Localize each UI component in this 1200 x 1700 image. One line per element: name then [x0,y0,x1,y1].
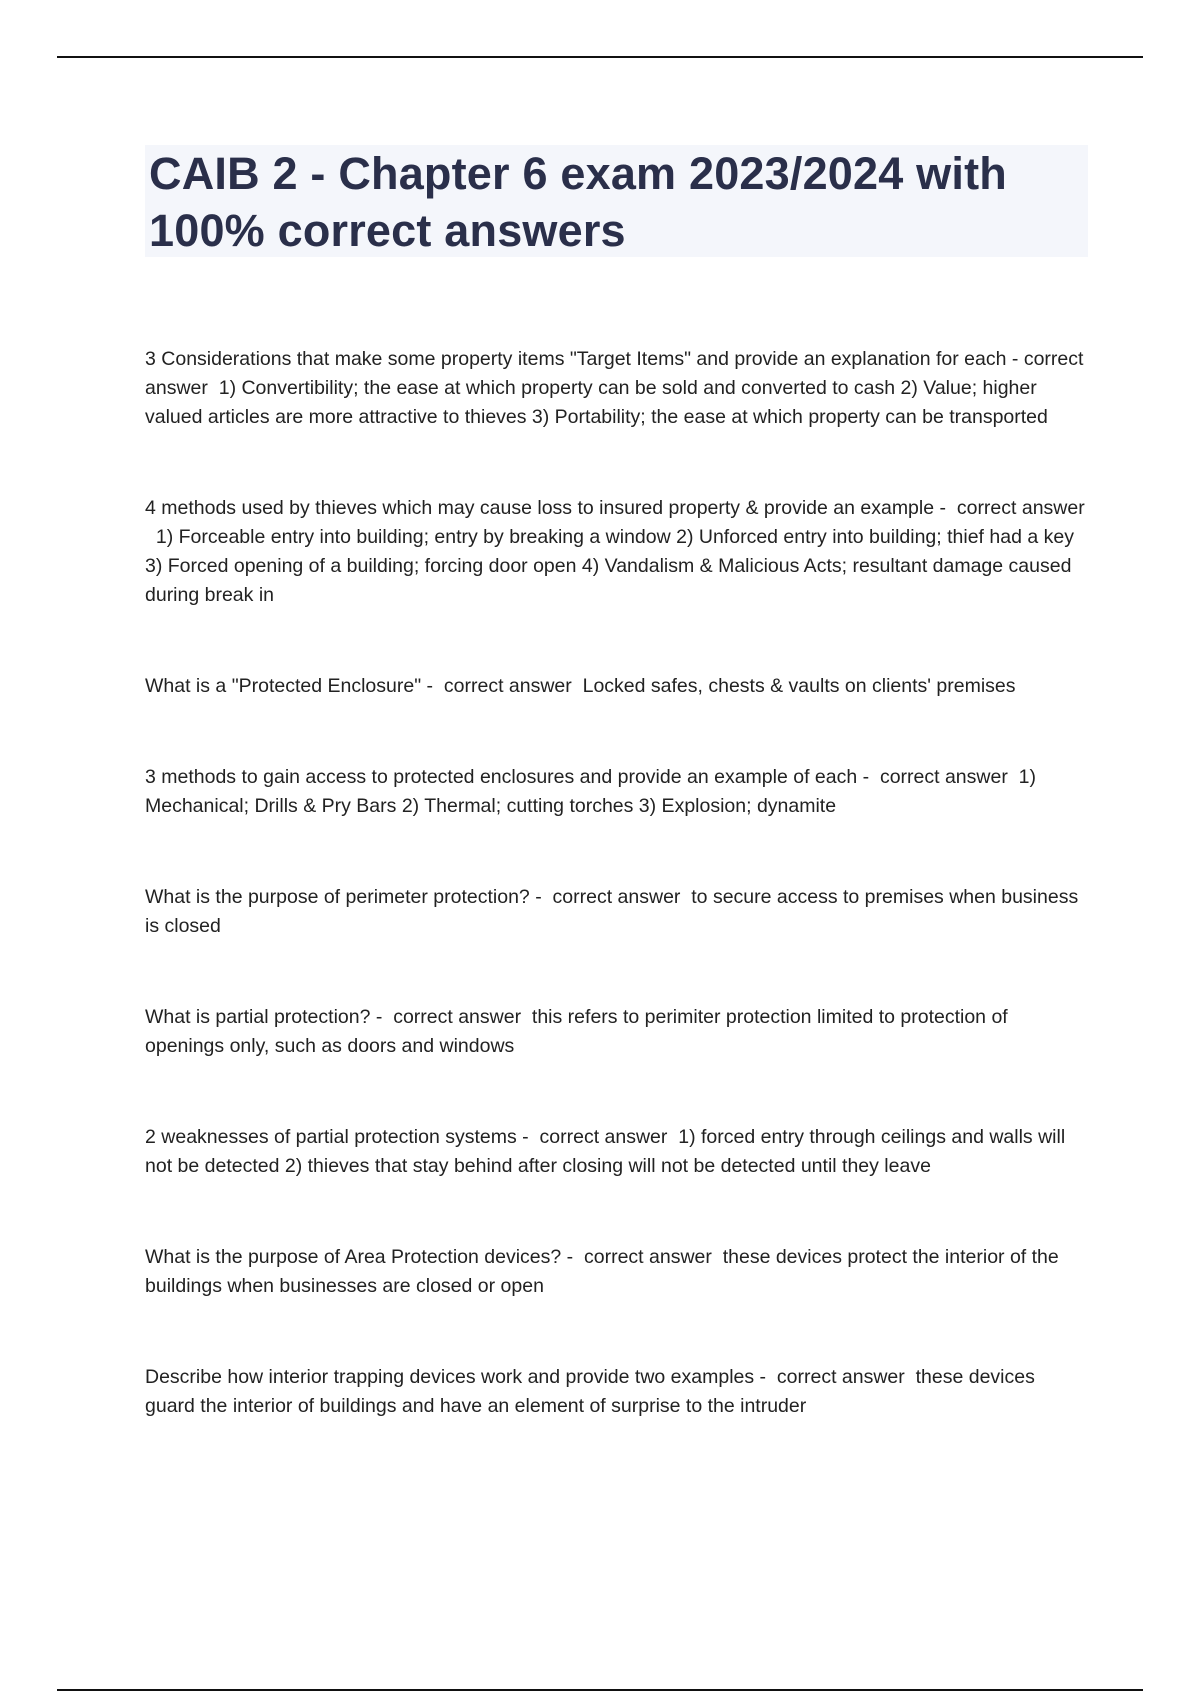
answer-marker: correct answer [956,497,1085,519]
question-text: What is partial protection? - [145,1006,383,1028]
document-title: CAIB 2 - Chapter 6 exam 2023/2024 with 100% correct answers [149,148,1007,256]
qa-item [145,1363,1090,1421]
qa-item [145,1123,1090,1181]
answer-text: 1) Convertibility; the ease at which property can be sold and converted to cash 2) Value; higher valued articles are more attractive to thieves 3) Portability; the ease at which property can be transported [145,377,1048,428]
answer-text: this refers to perimiter protection limited to protection of openings only, such as doors and windows [145,1006,1008,1057]
qa-item [145,494,1090,610]
question-text: 2 weaknesses of partial protection systems - [145,1126,529,1148]
qa-item [145,883,1090,941]
qa-list [145,345,1090,1421]
answer-marker: correct answer [145,348,1084,399]
answer-text: 1) forced entry through ceilings and walls will not be detected 2) thieves that stay behind after closing will not be detected until they leave [145,1126,1066,1177]
answer-text: to secure access to premises when business is closed [145,886,1079,937]
question-text: Describe how interior trapping devices work and provide two examples - [145,1366,767,1388]
bottom-rule [57,1689,1143,1691]
answer-marker: correct answer [552,886,681,908]
answer-text: Locked safes, chests & vaults on clients' premises [582,675,1016,697]
question-text: 3 Considerations that make some property items "Target Items" and provide an explanation for each - [145,348,1019,370]
question-text: What is the purpose of perimeter protection? - [145,886,542,908]
answer-marker: correct answer [584,1246,712,1268]
question-text: What is a "Protected Enclosure" - [145,675,434,697]
answer-marker: correct answer [879,766,1008,788]
answer-text: 1) Forceable entry into building; entry by breaking a window 2) Unforced entry into building; thief had a key 3) Forced opening of a building; forcing door open 4) Vandalism & Malicious Acts; resultant damage caused during break in [145,526,1074,606]
answer-text: 1) Mechanical; Drills & Pry Bars 2) Thermal; cutting torches 3) Explosion; dynamite [145,766,1037,817]
question-text: 4 methods used by thieves which may cause loss to insured property & provide an example - [145,497,946,519]
answer-text: these devices protect the interior of the buildings when businesses are closed or open [145,1246,1059,1297]
answer-marker: correct answer [539,1126,668,1148]
qa-item [145,345,1090,432]
qa-item [145,763,1090,821]
answer-marker: correct answer [776,1366,905,1388]
answer-marker: correct answer [393,1006,522,1028]
top-rule [57,56,1143,58]
qa-item [145,672,1090,701]
qa-item [145,1003,1090,1061]
qa-item [145,1243,1090,1301]
title-banner [145,145,1088,257]
answer-text: these devices guard the interior of buildings and have an element of surprise to the intruder [145,1366,1035,1417]
answer-marker: correct answer [443,675,572,697]
question-text: What is the purpose of Area Protection devices? - [145,1246,574,1268]
question-text: 3 methods to gain access to protected enclosures and provide an example of each - [145,766,870,788]
